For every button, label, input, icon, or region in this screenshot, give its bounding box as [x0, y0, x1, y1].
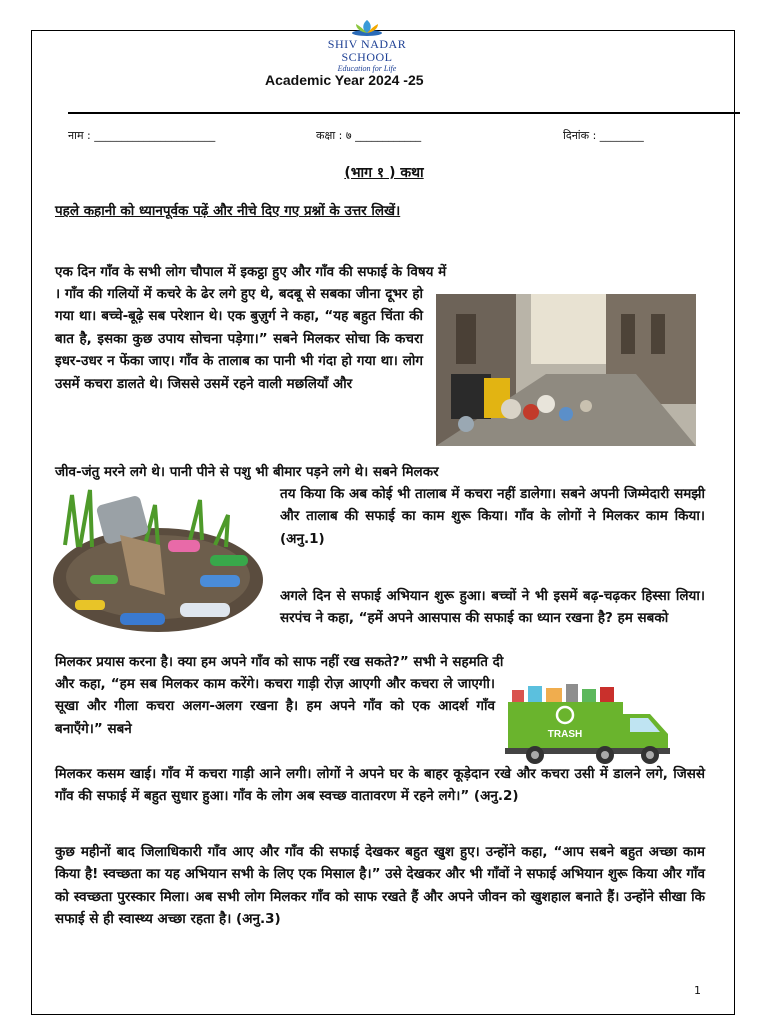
- paragraph-2-line: मिलकर प्रयास करना है। क्या हम अपने गाँव को साफ नहीं रख सकते?” सभी ने सहमति दी: [55, 654, 504, 670]
- polluted-pond-image: [50, 485, 265, 635]
- paragraph-3: कुछ महीनों बाद जिलाधिकारी गाँव आए और गाँव की सफाई देखकर बहुत खुश हुए। उन्होंने कहा, “आप सबने बहुत अच्छा काम किया है! स्वच्छता का यह अभियान सभी के लिए एक मिसाल है।” उसे देखकर और भी गाँवों ने सफाई अभियान शुरू किया और गाँव को स्वच्छता पुरस्कार मिला। अब सभी लोग मिलकर गाँव को साफ रखते हैं और अपने जीवन को खुशहाल बनाते हैं। उन्होंने सीखा कि सफाई से ही स्वास्थ्य अच्छा रहता है। (अनु.3): [55, 844, 705, 928]
- paragraph-2-start: अगले दिन से सफाई अभियान शुरू हुआ। बच्चों ने भी इसमें बढ़-चढ़कर हिस्सा लिया। सरपंच ने कहा, “हमें अपने आसपास की सफाई का ध्यान रखना है? हम सबको: [280, 588, 705, 627]
- paragraph-1-body: । गाँव की गलियों में कचरे के ढेर लगे हुए थे, बदबू से सबका जीना दूभर हो गया था। बच्चे-बूढ़े सब परेशान थे। एक बुज़ुर्ग ने कहा, “यह बहुत चिंता की बात है, इसका कुछ उपाय सोचना पड़ेगा।” सबने मिलकर सोचा कि कचरा इधर-उधर न फेंका जाए। गाँव के तालाब का पानी भी गंदा हो गया था। लोग उसमें कचरा डालते थे। जिससे उसमें रहने वाली मछलियाँ और: [55, 286, 423, 392]
- header-divider: [68, 112, 740, 114]
- paragraph-1-end: तय किया कि अब कोई भी तालाब में कचरा नहीं डालेगा। सबने अपनी जिम्मेदारी समझी और तालाब की सफाई का काम शुरू किया। गाँव के लोगों ने मिलकर काम किया। (अनु.1): [280, 486, 705, 547]
- name-field[interactable]: नाम : ______________________: [68, 129, 216, 142]
- page-number: 1: [694, 984, 701, 997]
- school-name: SHIV NADAR SCHOOL: [327, 37, 407, 64]
- paragraph-1-line-2: जीव-जंतु मरने लगे थे। पानी पीने से पशु भी बीमार पड़ने लगे थे। सबने मिलकर: [55, 464, 439, 480]
- instructions: पहले कहानी को ध्यानपूर्वक पढ़ें और नीचे दिए गए प्रश्नों के उत्तर लिखें।: [55, 203, 401, 219]
- lotus-logo-icon: [350, 18, 384, 38]
- paragraph-2-body: और कहा, “हम सब मिलकर काम करेंगे। कचरा गाड़ी रोज़ आएगी और कचरा ले जाएगी। सूखा और गीला कचरा अलग-अलग रखना है। हम अपने गाँव को एक आदर्श गाँव बनाएँगे।” सबने: [55, 676, 495, 737]
- school-logo: [312, 18, 422, 72]
- paragraph-1-line: एक दिन गाँव के सभी लोग चौपाल में इकट्ठा हुए और गाँव की सफाई के विषय में: [55, 264, 447, 280]
- class-field[interactable]: कक्षा : ७ ____________: [316, 129, 422, 142]
- academic-year: Academic Year 2024 -25: [265, 72, 424, 88]
- garbage-truck-image: [500, 680, 675, 765]
- school-tagline: Education for Life: [337, 64, 397, 73]
- truck-label: TRASH: [547, 729, 583, 740]
- date-field[interactable]: दिनांक : ________: [563, 129, 644, 142]
- section-title: (भाग १ ) कथा: [344, 165, 424, 181]
- street-garbage-image: [436, 294, 696, 446]
- paragraph-2-end: मिलकर कसम खाई। गाँव में कचरा गाड़ी आने लगी। लोगों ने अपने घर के बाहर कूड़ेदान रखे और कचरा उसी में डालने लगे, जिससे गाँव की सफाई में बहुत सुधार हुआ। गाँव के लोग अब स्वच्छ वातावरण में रहने लगे।” (अनु.2): [55, 766, 705, 805]
